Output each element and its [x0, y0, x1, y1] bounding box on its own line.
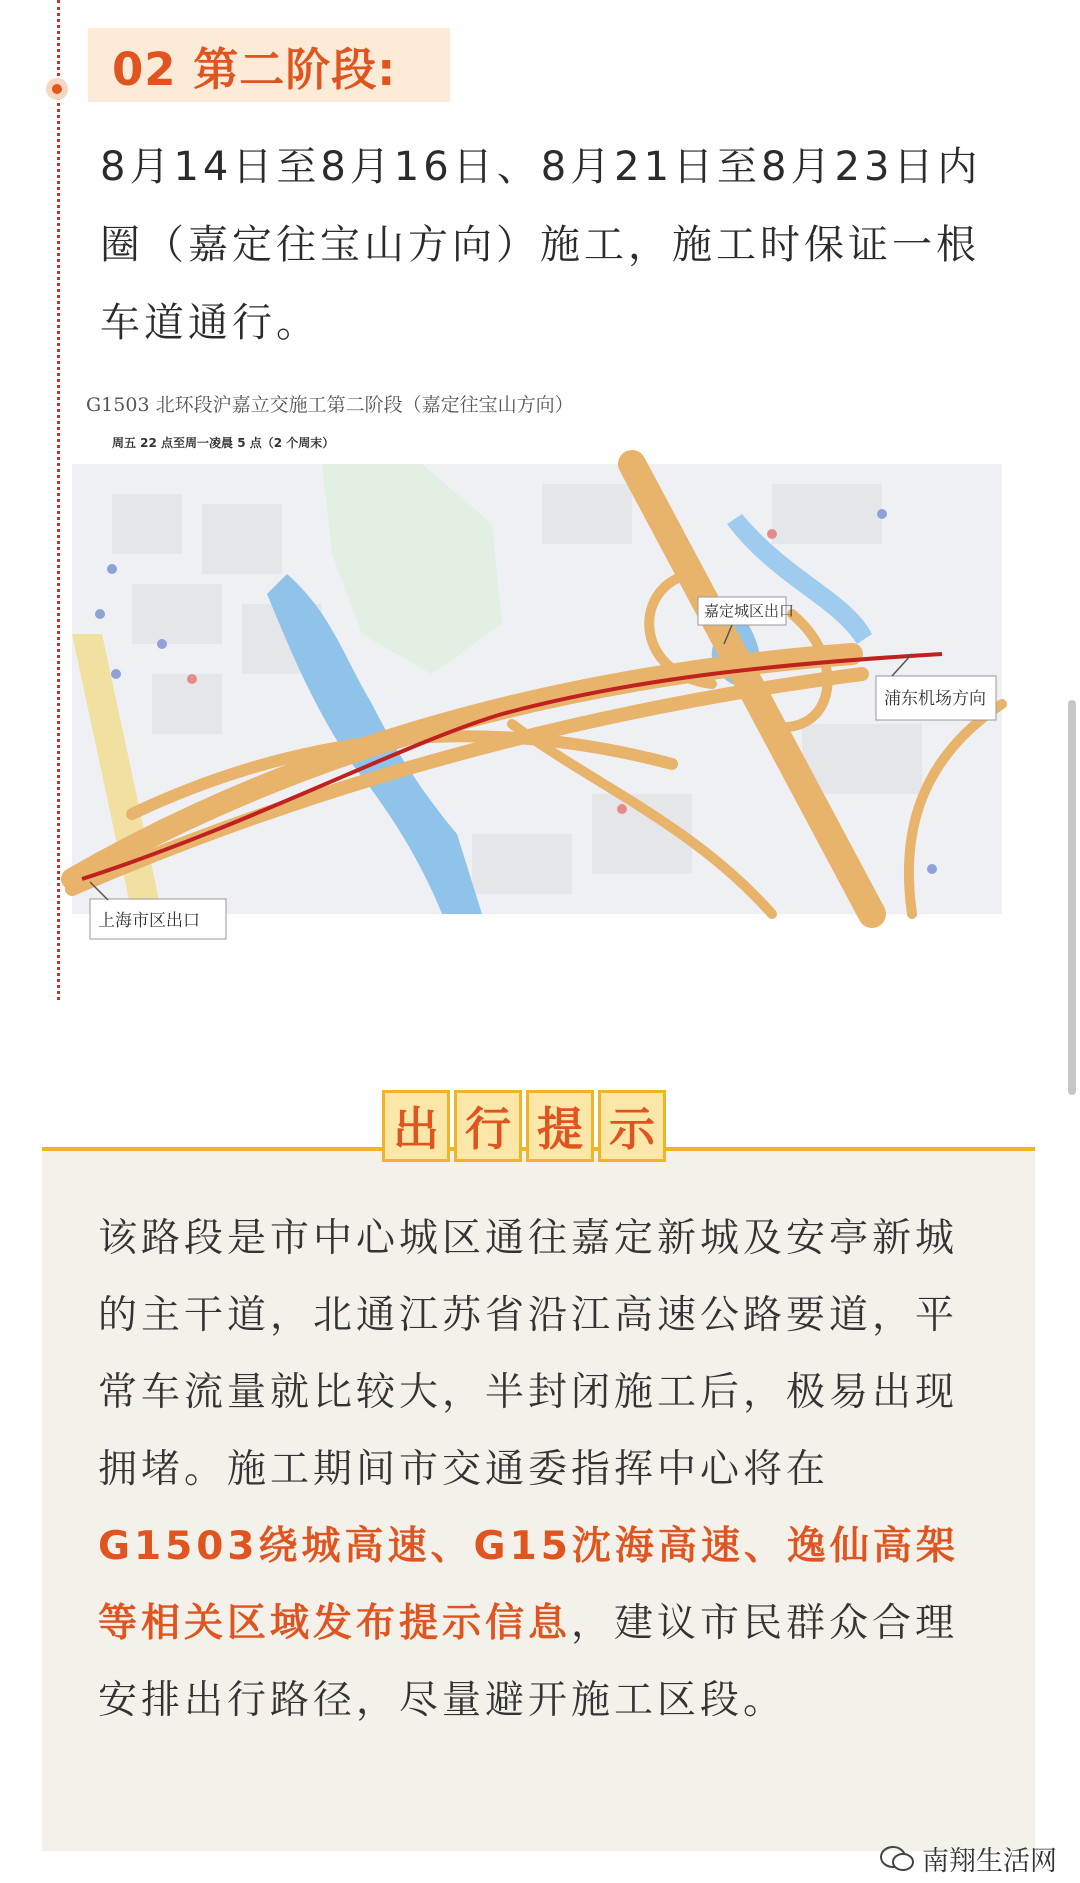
tips-title-char: 行: [454, 1090, 522, 1162]
tips-text-part2: ，建议市民群众合理安排出行路径，尽量避开施工区段。: [98, 1601, 959, 1723]
construction-map: [72, 378, 1038, 988]
watermark-text: 南翔生活网: [922, 1846, 1057, 1877]
map-subtitle: 周五 22 点至周一凌晨 5 点（2 个周末）: [112, 436, 335, 450]
stage-title: 02 第二阶段:: [112, 43, 397, 96]
callout-shanghai-exit: 上海市区出口: [98, 911, 200, 931]
tips-title: [382, 1090, 666, 1162]
stage-description: 8月14日至8月16日、8月21日至8月23日内圈（嘉定往宝山方向）施工，施工时保证一根车道通行。: [100, 144, 982, 346]
map-title: G1503 北环段沪嘉立交施工第二阶段（嘉定往宝山方向）: [86, 394, 574, 416]
tips-text-part1: 该路段是市中心城区通往嘉定新城及安亭新城的主干道，北通江苏省沿江高速公路要道，平常车流量就比较大，半封闭施工后，极易出现拥堵。施工期间市交通委指挥中心将在: [98, 1216, 959, 1492]
timeline-dot: [46, 78, 68, 100]
scrollbar[interactable]: [1068, 700, 1076, 1095]
timeline-line: [57, 0, 60, 1000]
callout-jiading-exit: 嘉定城区出口: [704, 602, 795, 620]
callout-pudong-airport: 浦东机场方向: [884, 689, 986, 709]
wechat-icon: [880, 1845, 914, 1873]
tips-highlight: G1503绕城高速、G15沈海高速、逸仙高架等相关区域发布提示信息: [98, 1524, 959, 1646]
tips-title-char: 出: [382, 1090, 450, 1162]
tips-text: [98, 1200, 988, 1739]
tips-title-char: 提: [526, 1090, 594, 1162]
watermark: [880, 1839, 1057, 1878]
map-canvas: [72, 464, 1002, 931]
tips-title-char: 示: [598, 1090, 666, 1162]
